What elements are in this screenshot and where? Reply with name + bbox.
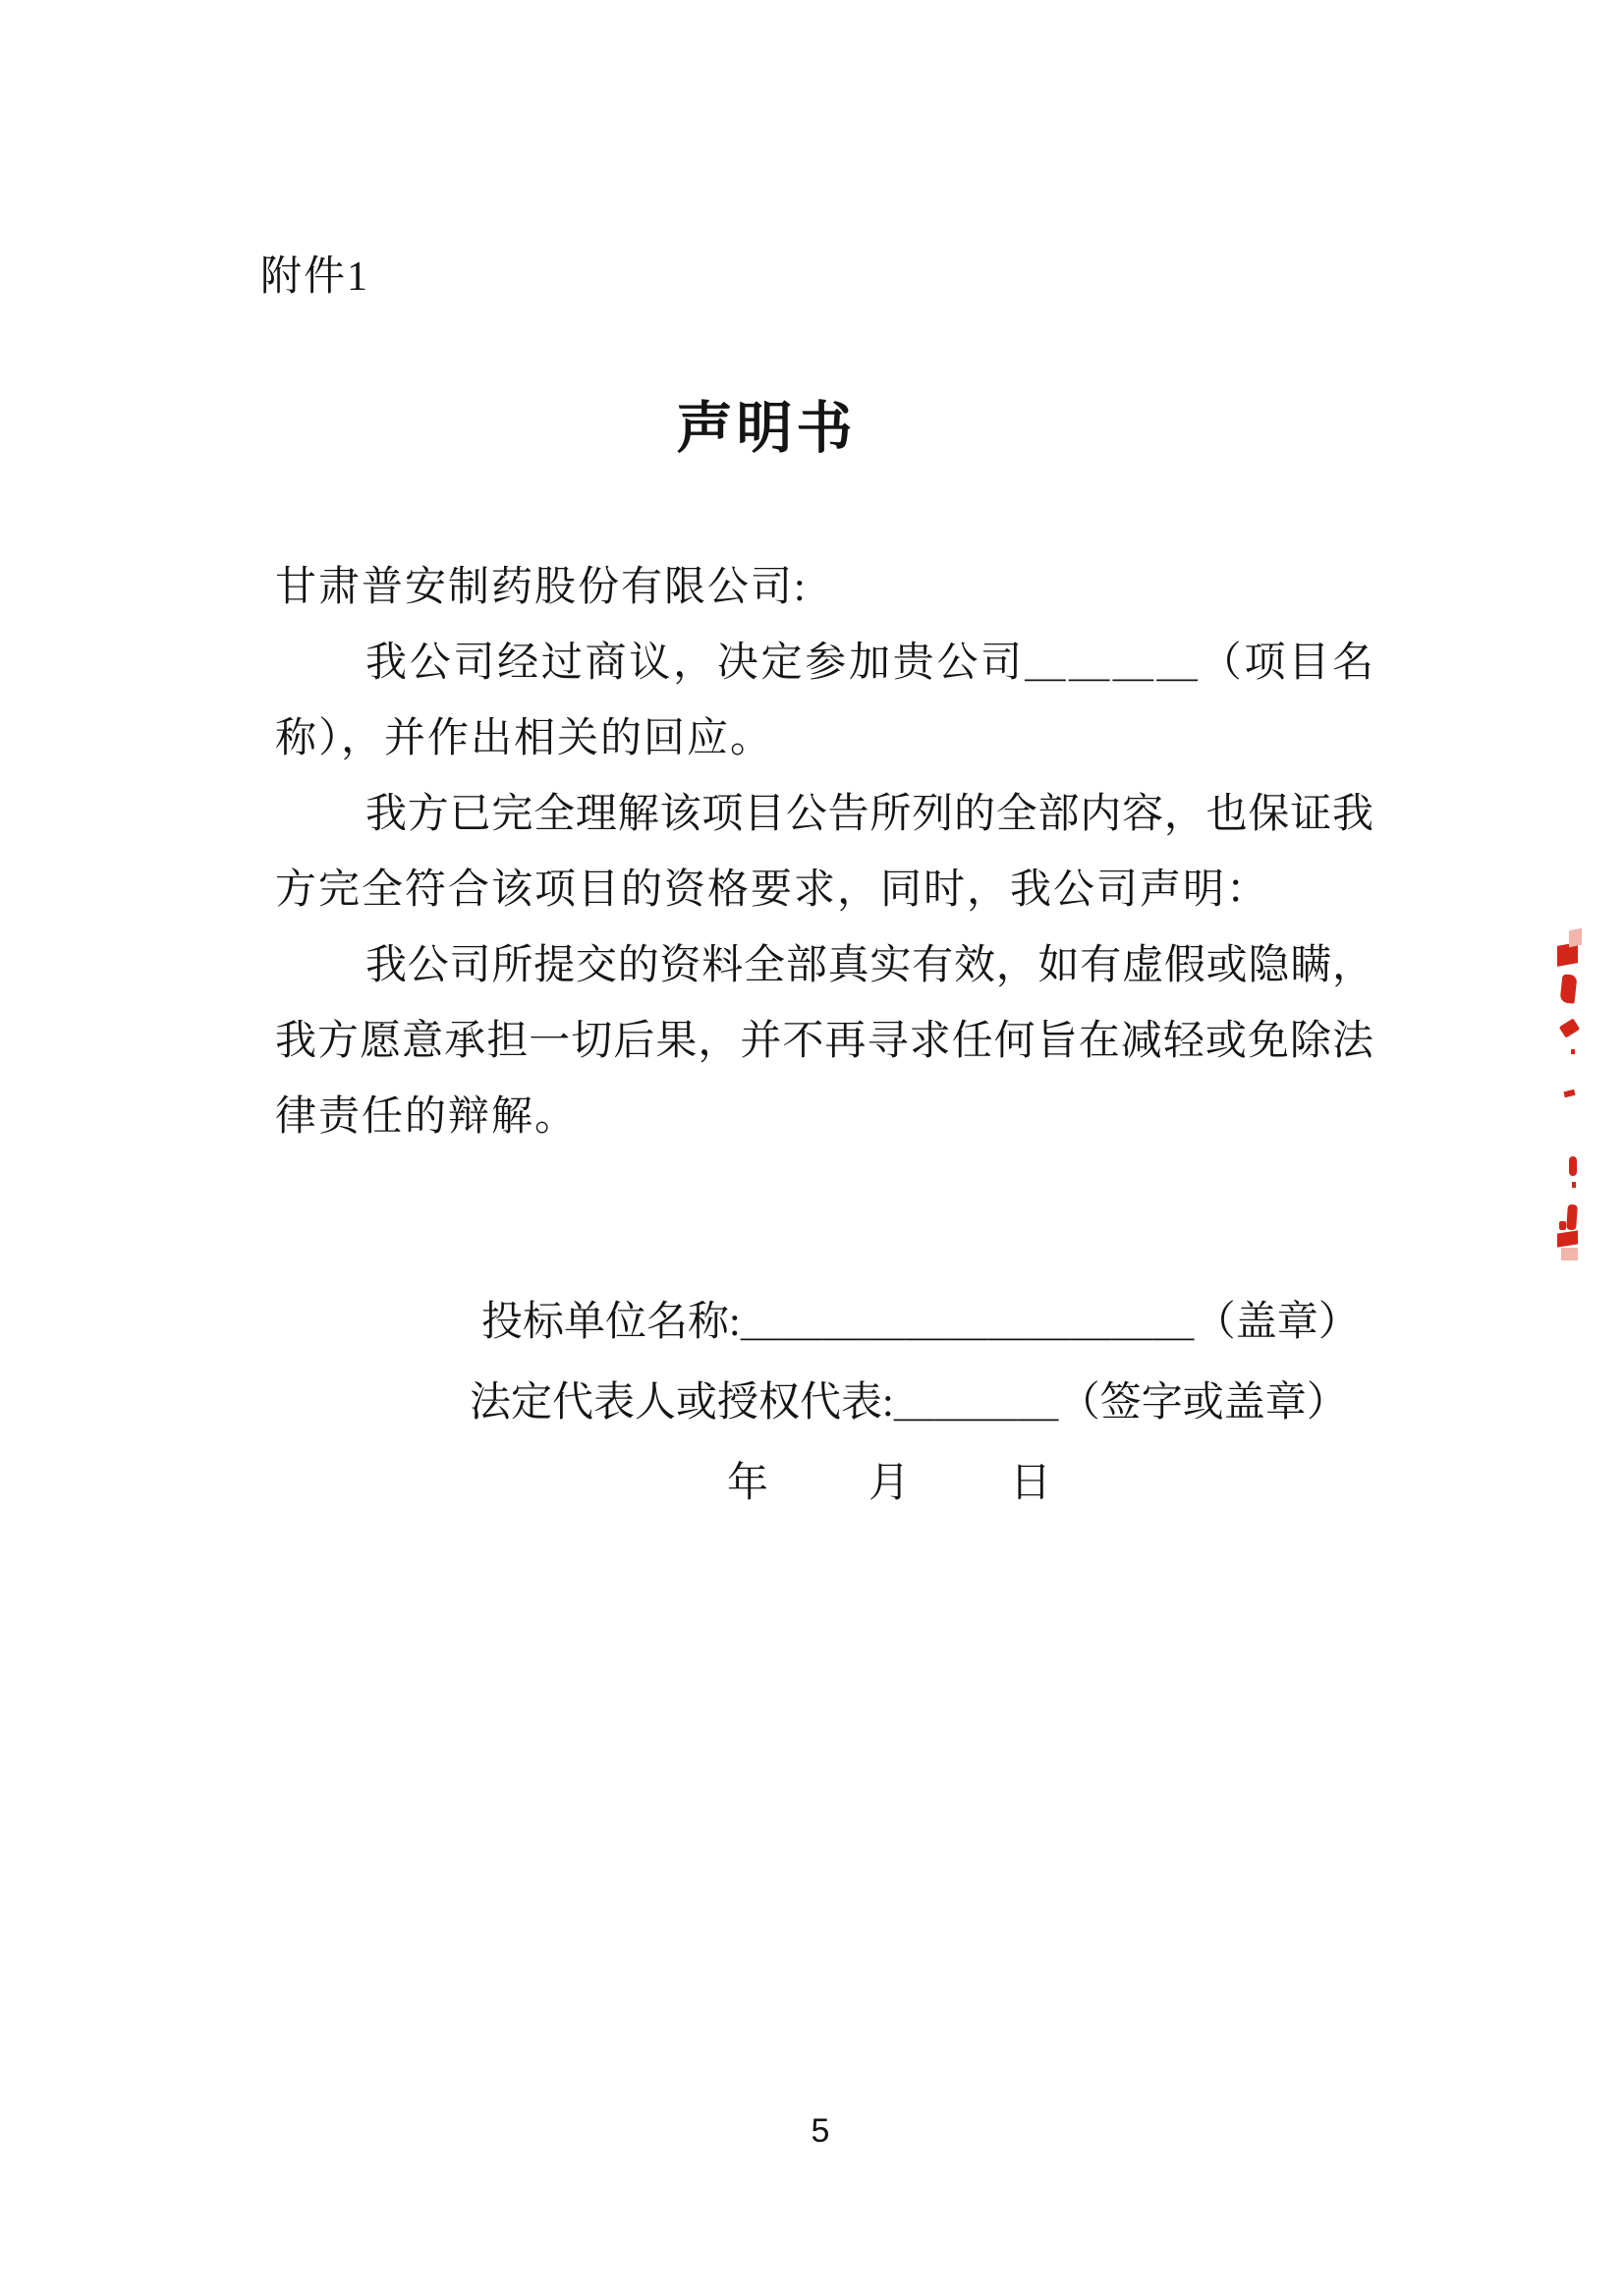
representative-line xyxy=(470,1370,1348,1428)
seal-fragment xyxy=(1560,974,1578,1003)
representative-label: 法定代表人或授权代表: xyxy=(470,1380,894,1426)
seal-fragment xyxy=(1559,1018,1580,1037)
addressee-line: 甘肃普安制药股份有限公司: xyxy=(275,565,808,610)
seal-fragment xyxy=(1557,1230,1578,1247)
seal-fragment xyxy=(1559,1221,1566,1230)
body-text xyxy=(275,550,1373,1155)
body-line-3: 我方已完全理解该项目公告所列的全部内容，也保证我 xyxy=(365,792,1373,837)
body-line-6: 我方愿意承担一切后果，并不再寻求任何旨在减轻或免除法 xyxy=(275,1019,1373,1064)
bidder-seal-hint: （盖章） xyxy=(1194,1300,1360,1345)
bidder-name-blank: ＿＿＿＿＿＿＿＿＿＿＿ xyxy=(740,1300,1195,1345)
seal-fragment xyxy=(1569,1156,1577,1176)
seal-fragment xyxy=(1572,1182,1576,1188)
bidder-name-label: 投标单位名称: xyxy=(481,1300,741,1345)
seal-fragment xyxy=(1563,1090,1575,1097)
body-line-1: 我公司经过商议，决定参加贵公司＿＿＿＿（项目名 xyxy=(365,641,1373,686)
document-title: 声明书 xyxy=(676,398,857,460)
seal-fragment xyxy=(1561,1248,1578,1260)
representative-blank: ＿＿＿＿ xyxy=(893,1380,1059,1426)
seal-fragment xyxy=(1571,1049,1575,1054)
attachment-label: 附件1 xyxy=(260,254,370,300)
representative-hint: （签字或盖章） xyxy=(1058,1380,1348,1426)
body-line-4: 方完全符合该项目的资格要求，同时，我公司声明： xyxy=(275,868,1270,913)
body-line-2: 称），并作出相关的回应。 xyxy=(275,716,774,761)
bidder-name-line xyxy=(481,1289,1360,1348)
date-line: 年 月 日 xyxy=(727,1461,1058,1506)
body-line-5: 我公司所提交的资料全部真实有效，如有虚假或隐瞒， xyxy=(365,943,1373,988)
body-line-7: 律责任的辩解。 xyxy=(275,1094,579,1140)
page-number: 5 xyxy=(811,2112,830,2150)
seal-fragment xyxy=(1569,928,1582,948)
seal-fragment xyxy=(1566,1204,1578,1231)
